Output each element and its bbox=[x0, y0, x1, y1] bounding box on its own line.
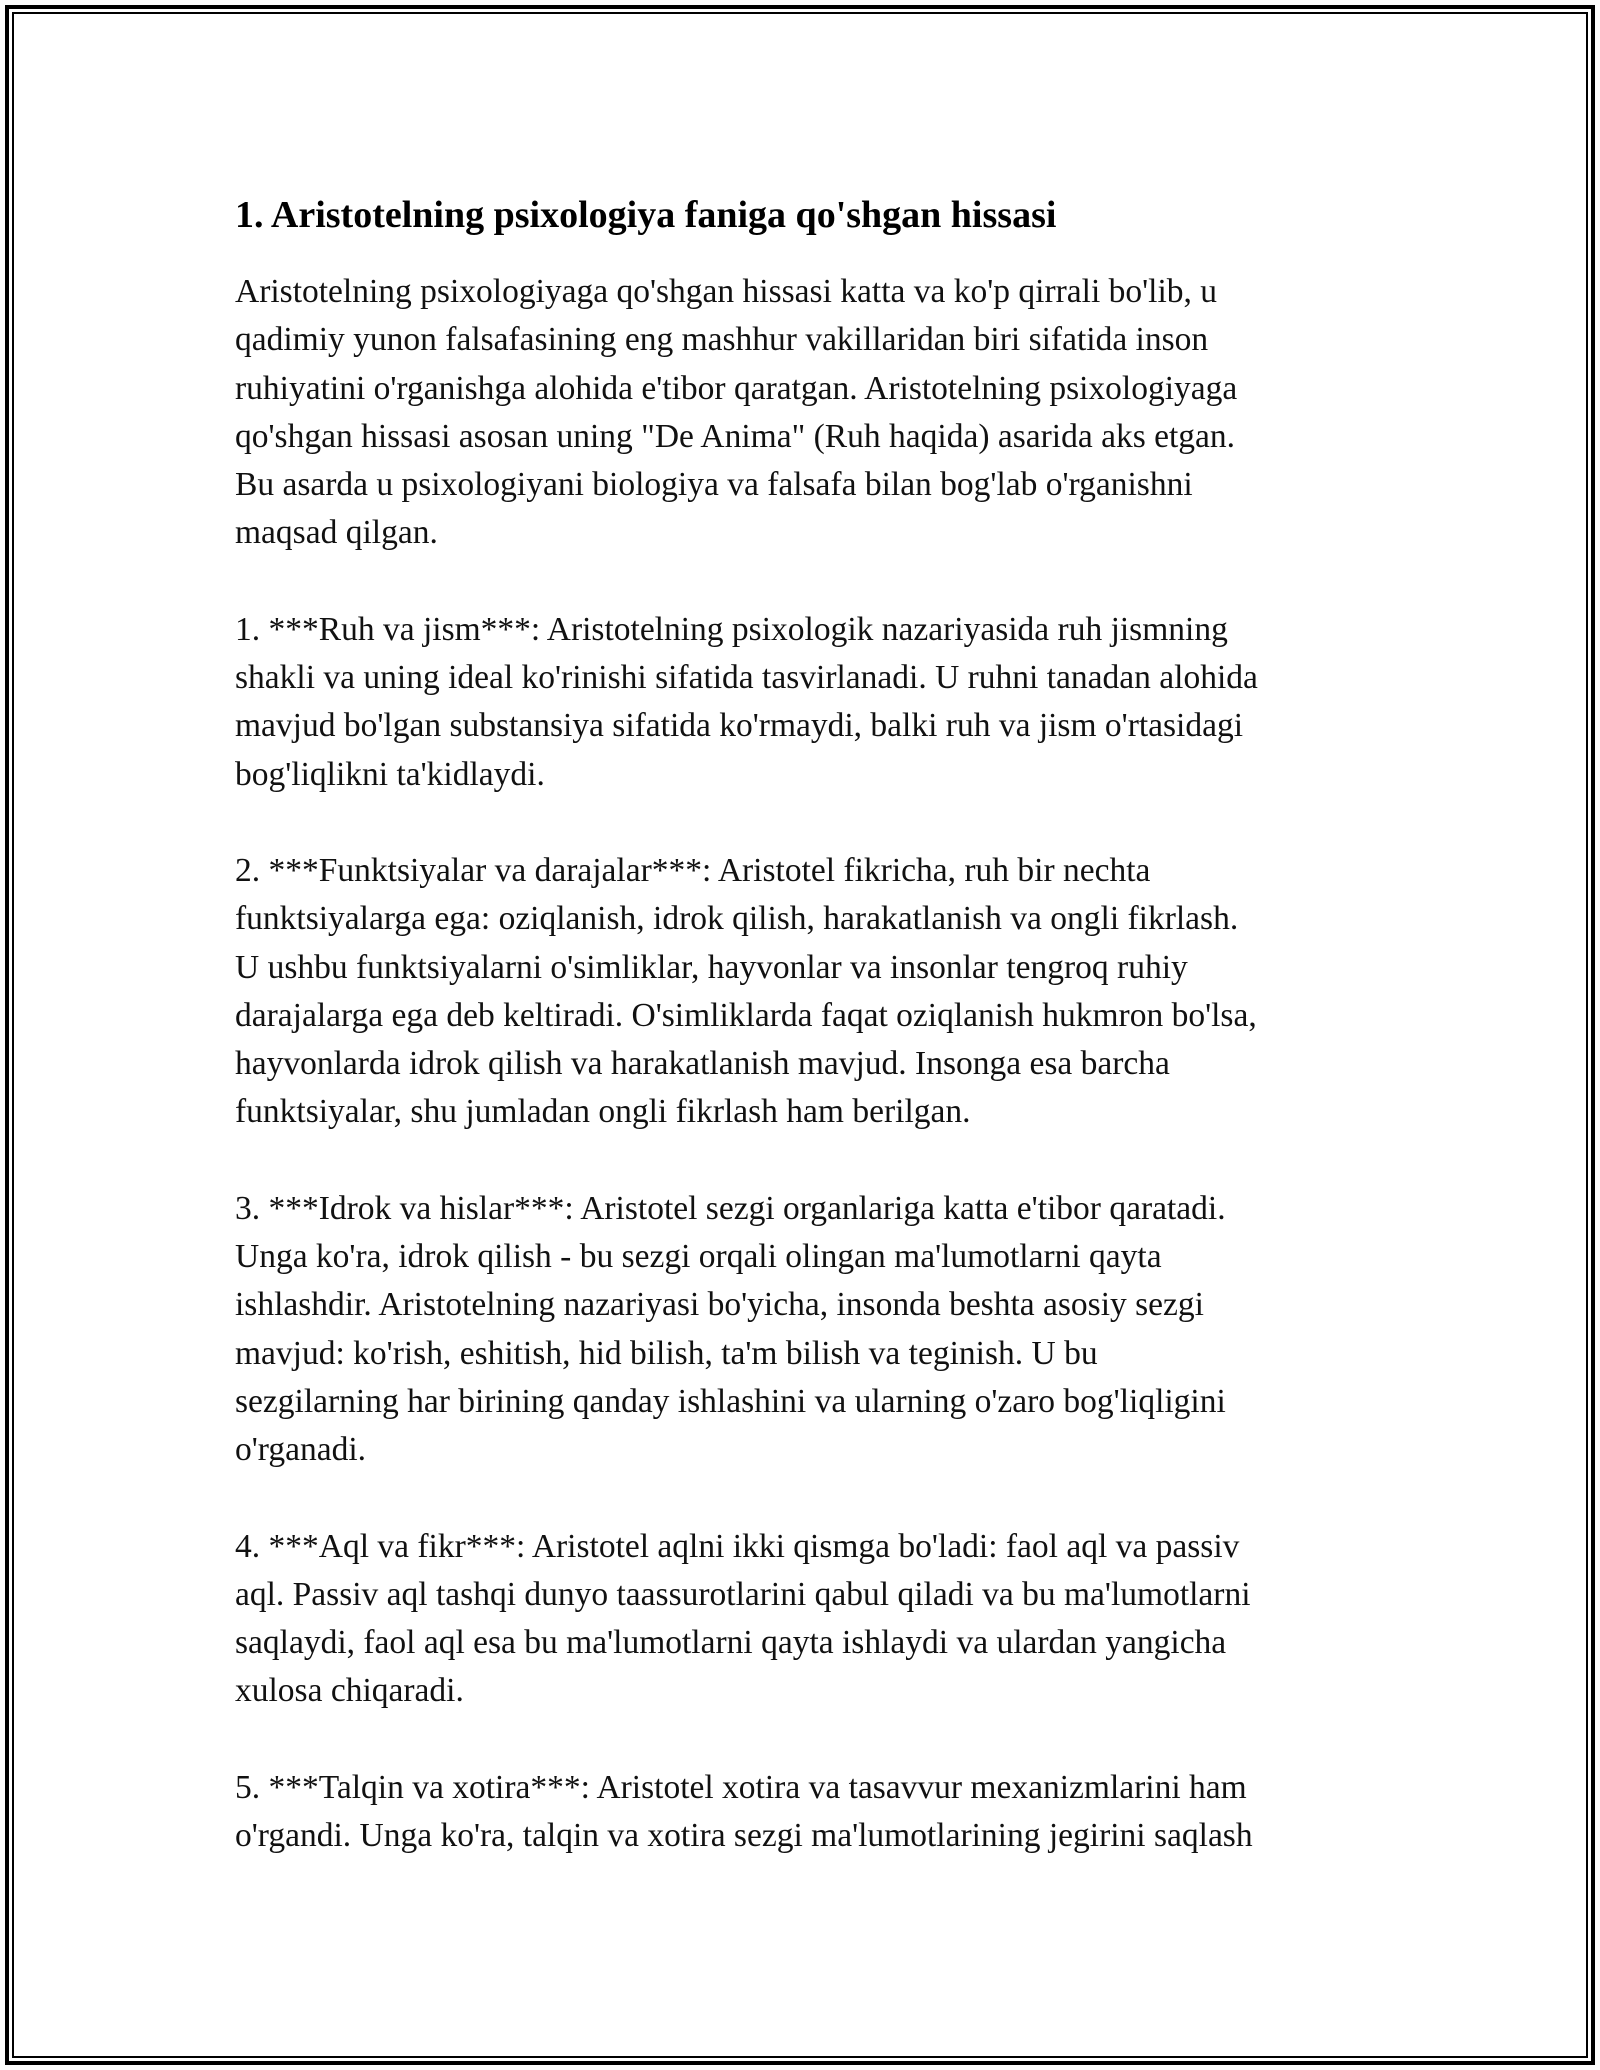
text-line: funktsiyalarga ega: oziqlanish, idrok qilish, harakatlanish va ongli fikrlash. bbox=[235, 900, 1239, 938]
text-line: mavjud: ko'rish, eshitish, hid bilish, ta'm bilish va teginish. U bu bbox=[235, 1334, 1098, 1372]
text-line: 4. ***Aql va fikr***: Aristotel aqlni ikki qismga bo'ladi: faol aql va passiv bbox=[235, 1527, 1240, 1565]
text-line: Bu asarda u psixologiyani biologiya va falsafa bilan bog'lab o'rganishni bbox=[235, 466, 1193, 504]
section-heading: 1. Aristotelning psixologiya faniga qo'shgan hissasi bbox=[235, 194, 1057, 236]
text-line: Aristotelning psixologiyaga qo'shgan hissasi katta va ko'p qirrali bo'lib, u bbox=[235, 273, 1218, 310]
paragraph-idrok bbox=[235, 1185, 1375, 1475]
text-line: sezgilarning har birining qanday ishlashini va ularning o'zaro bog'liqligini bbox=[235, 1382, 1226, 1420]
text-line: o'rgandi. Unga ko'ra, talqin va xotira sezgi ma'lumotlarining jegirini saqlash bbox=[235, 1817, 1253, 1855]
text-line: xulosa chiqaradi. bbox=[235, 1672, 464, 1710]
text-line: U ushbu funktsiyalarni o'simliklar, hayvonlar va insonlar tengroq ruhiy bbox=[235, 948, 1188, 986]
document-body bbox=[235, 185, 1375, 1908]
paragraph-intro bbox=[235, 268, 1375, 558]
text-line: darajalarga ega deb keltiradi. O'simliklarda faqat oziqlanish hukmron bo'lsa, bbox=[235, 996, 1257, 1034]
text-line: 2. ***Funktsiyalar va darajalar***: Aristotel fikricha, ruh bir nechta bbox=[235, 851, 1151, 889]
text-line: mavjud bo'lgan substansiya sifatida ko'rmaydi, balki ruh va jism o'rtasidagi bbox=[235, 707, 1244, 745]
text-line: aql. Passiv aql tashqi dunyo taassurotlarini qabul qiladi va bu ma'lumotlarni bbox=[235, 1575, 1251, 1613]
paragraph-aql bbox=[235, 1523, 1375, 1716]
text-line: maqsad qilgan. bbox=[235, 514, 438, 552]
paragraph-ruh-va-jism bbox=[235, 606, 1375, 799]
text-line: qo'shgan hissasi asosan uning "De Anima" (Ruh haqida) asarida aks etgan. bbox=[235, 417, 1236, 455]
paragraph-talqin bbox=[235, 1764, 1375, 1861]
text-line: 3. ***Idrok va hislar***: Aristotel sezgi organlariga katta e'tibor qaratadi. bbox=[235, 1189, 1226, 1227]
text-line: ishlashdir. Aristotelning nazariyasi bo'yicha, insonda beshta asosiy sezgi bbox=[235, 1286, 1204, 1324]
text-line: hayvonlarda idrok qilish va harakatlanish mavjud. Insonga esa barcha bbox=[235, 1045, 1170, 1083]
text-line: saqlaydi, faol aql esa bu ma'lumotlarni qayta ishlaydi va ulardan yangicha bbox=[235, 1624, 1227, 1662]
text-line: funktsiyalar, shu jumladan ongli fikrlash ham berilgan. bbox=[235, 1093, 971, 1131]
text-line: Unga ko'ra, idrok qilish - bu sezgi orqali olingan ma'lumotlarni qayta bbox=[235, 1238, 1162, 1276]
text-line: bog'liqlikni ta'kidlaydi. bbox=[235, 755, 545, 793]
text-line: shakli va uning ideal ko'rinishi sifatida tasvirlanadi. U ruhni tanadan alohida bbox=[235, 659, 1258, 697]
text-line: ruhiyatini o'rganishga alohida e'tibor qaratgan. Aristotelning psixologiyaga bbox=[235, 369, 1238, 407]
text-line: 1. ***Ruh va jism***: Aristotelning psixologik nazariyasida ruh jismning bbox=[235, 610, 1228, 648]
paragraph-funktsiyalar bbox=[235, 847, 1375, 1137]
text-line: 5. ***Talqin va xotira***: Aristotel xotira va tasavvur mexanizmlarini ham bbox=[235, 1768, 1247, 1806]
text-line: o'rganadi. bbox=[235, 1431, 367, 1469]
text-line: qadimiy yunon falsafasining eng mashhur vakillaridan biri sifatida inson bbox=[235, 321, 1209, 359]
